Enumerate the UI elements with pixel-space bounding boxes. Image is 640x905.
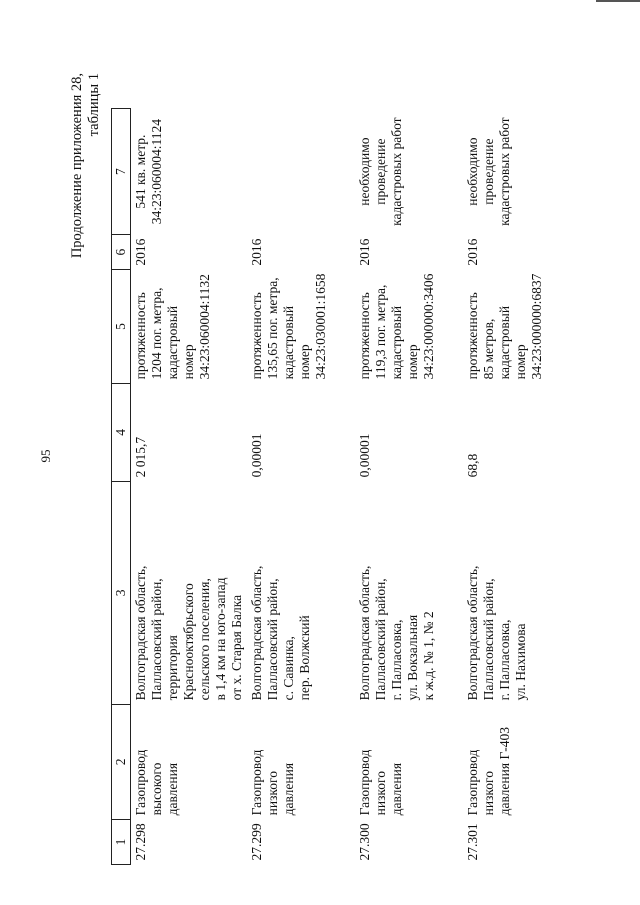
object-name: Газопровод низкого давления: [249, 749, 296, 816]
heading-line-1: Продолжение приложения 28,: [69, 73, 85, 259]
row-number: 27.299: [249, 823, 264, 861]
object-address: Волгоградская область, Палласовский район, территория Краснооктябрьского сельского поселения, в 1,4 км на юго-запад от х. Старая Балка: [133, 565, 244, 701]
object-address: Волгоградская область, Палласовский район, г. Палласовка, ул. Нахимова: [465, 565, 528, 701]
object-year: 2016: [357, 238, 372, 266]
object-address: Волгоградская область, Палласовский район, с. Савинка, пер. Волжский: [249, 565, 312, 701]
column-number: 1: [112, 819, 131, 864]
object-year: 2016: [465, 238, 480, 266]
row-number: 27.301: [465, 823, 480, 861]
table-row: [355, 109, 463, 865]
column-number: 6: [112, 235, 131, 270]
column-number-row: [112, 109, 131, 865]
object-note: [247, 109, 355, 235]
rotated-document: [51, 45, 640, 865]
object-address: Волгоградская область, Палласовский район, г. Палласовка, ул. Вокзальная к ж.д. № 1, № 2: [357, 565, 436, 701]
object-characteristic: протяженность 135,65 пог. метра, кадастровый номер 34:23:030001:1658: [249, 273, 328, 380]
object-name: Газопровод высокого давления: [133, 749, 180, 816]
object-value: 2 015,7: [133, 436, 148, 478]
object-year: 2016: [133, 238, 148, 266]
column-number: 3: [112, 481, 131, 704]
object-name: Газопровод низкого давления Г-403: [465, 727, 512, 816]
table-row: [463, 109, 571, 865]
column-number: 2: [112, 704, 131, 819]
table-row: [247, 109, 355, 865]
heading-line-2: таблицы 1: [86, 73, 102, 137]
column-number: 4: [112, 383, 131, 481]
object-note: необходимо проведение кадастровых работ: [465, 117, 512, 226]
object-characteristic: протяженность 85 метров, кадастровый номер 34:23:000000:6837: [465, 273, 544, 380]
object-characteristic: протяженность 119,3 пог. метра, кадастровый номер 34:23:000000:3406: [357, 273, 436, 380]
object-note: 541 кв. метр. 34:23:060004:1124: [133, 118, 164, 225]
table-row: [131, 109, 248, 865]
column-number: 7: [112, 109, 131, 235]
row-number: 27.298: [133, 823, 148, 861]
object-value: 0,00001: [357, 433, 372, 478]
object-value: 0,00001: [249, 433, 264, 478]
continuation-heading: [69, 73, 103, 258]
object-value: 68,8: [465, 453, 480, 478]
column-number: 5: [112, 270, 131, 384]
object-year: 2016: [249, 238, 264, 266]
corner-rule: [596, 0, 640, 2]
data-table: [111, 108, 571, 865]
object-name: Газопровод низкого давления: [357, 749, 404, 816]
object-characteristic: протяженность 1204 пог. метра, кадастровый номер 34:23:060004:1132: [133, 274, 212, 380]
object-note: необходимо проведение кадастровых работ: [357, 117, 404, 226]
page-number: 95: [38, 449, 53, 463]
row-number: 27.300: [357, 823, 372, 861]
